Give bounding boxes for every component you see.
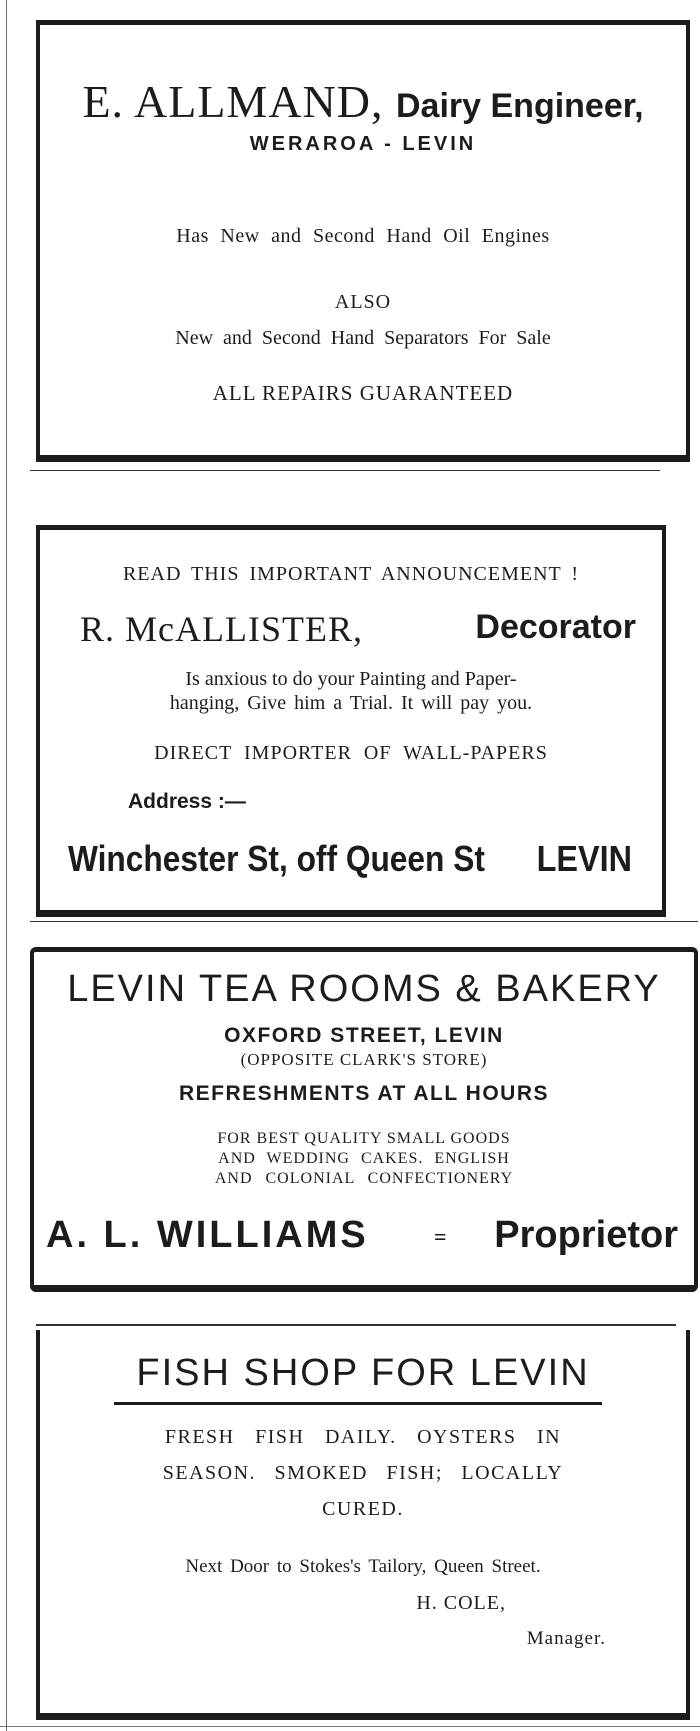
tearooms-refreshments: REFRESHMENTS AT ALL HOURS bbox=[178, 1082, 549, 1105]
fishshop-title-underline bbox=[114, 1402, 602, 1405]
mcallister-body-2: hanging, Give him a Trial. It will pay you. bbox=[169, 692, 533, 714]
tearooms-goods-3: AND COLONIAL CONFECTIONERY bbox=[214, 1170, 514, 1187]
mcallister-name: R. McALLISTER, bbox=[80, 609, 363, 649]
allmand-heading bbox=[40, 75, 686, 128]
mcallister-town: LEVIN bbox=[536, 838, 632, 879]
tearooms-separator: = bbox=[434, 1224, 447, 1249]
fishshop-location: Next Door to Stokes's Tailory, Queen Street. bbox=[185, 1556, 541, 1577]
ad-allmand bbox=[36, 20, 690, 462]
fishshop-line-2: SEASON. SMOKED FISH; LOCALLY bbox=[162, 1462, 564, 1484]
divider-rule bbox=[30, 470, 660, 471]
allmand-line-engines: Has New and Second Hand Oil Engines bbox=[176, 225, 550, 247]
mcallister-address: Winchester St, off Queen St bbox=[68, 838, 485, 879]
tearooms-goods-1: FOR BEST QUALITY SMALL GOODS bbox=[217, 1130, 511, 1147]
tearooms-proprietor-name: A. L. WILLIAMS bbox=[46, 1214, 369, 1256]
tearooms-opposite: (OPPOSITE CLARK'S STORE) bbox=[240, 1050, 488, 1069]
fishshop-title: FISH SHOP FOR LEVIN bbox=[136, 1352, 590, 1394]
ad-tearooms bbox=[30, 947, 698, 1292]
allmand-line-separators: New and Second Hand Separators For Sale bbox=[175, 327, 551, 349]
fishshop-line-3: CURED. bbox=[322, 1498, 404, 1520]
mcallister-headline: READ THIS IMPORTANT ANNOUNCEMENT ! bbox=[122, 563, 580, 585]
ad-mcallister bbox=[36, 525, 666, 917]
allmand-location: WERAROA - LEVIN bbox=[249, 133, 477, 155]
mcallister-importer: DIRECT IMPORTER OF WALL-PAPERS bbox=[154, 742, 548, 764]
allmand-line-also: ALSO bbox=[334, 291, 392, 313]
tearooms-goods-2: AND WEDDING CAKES. ENGLISH bbox=[218, 1150, 510, 1167]
tearooms-proprietor-label: Proprietor bbox=[494, 1214, 678, 1256]
divider-rule bbox=[30, 921, 698, 922]
allmand-line-repairs: ALL REPAIRS GUARANTEED bbox=[212, 381, 514, 405]
bottom-edge-rule bbox=[0, 1726, 700, 1727]
fishshop-line-1: FRESH FISH DAILY. OYSTERS IN bbox=[164, 1426, 562, 1448]
mcallister-body-1: Is anxious to do your Painting and Paper- bbox=[185, 668, 517, 690]
mcallister-address-label: Address :— bbox=[128, 790, 246, 813]
fishshop-manager-name: H. COLE, bbox=[416, 1592, 506, 1614]
allmand-trade: Dairy Engineer, bbox=[396, 87, 644, 125]
fishshop-manager-label: Manager. bbox=[526, 1628, 606, 1649]
allmand-name: E. ALLMAND, bbox=[82, 76, 384, 127]
mcallister-trade: Decorator bbox=[475, 608, 636, 646]
page-edge bbox=[6, 0, 7, 1731]
tearooms-title: LEVIN TEA ROOMS & BAKERY bbox=[67, 968, 661, 1010]
ad-fishshop bbox=[36, 1330, 690, 1720]
tearooms-street: OXFORD STREET, LEVIN bbox=[224, 1024, 504, 1047]
divider-rule bbox=[36, 1324, 676, 1326]
